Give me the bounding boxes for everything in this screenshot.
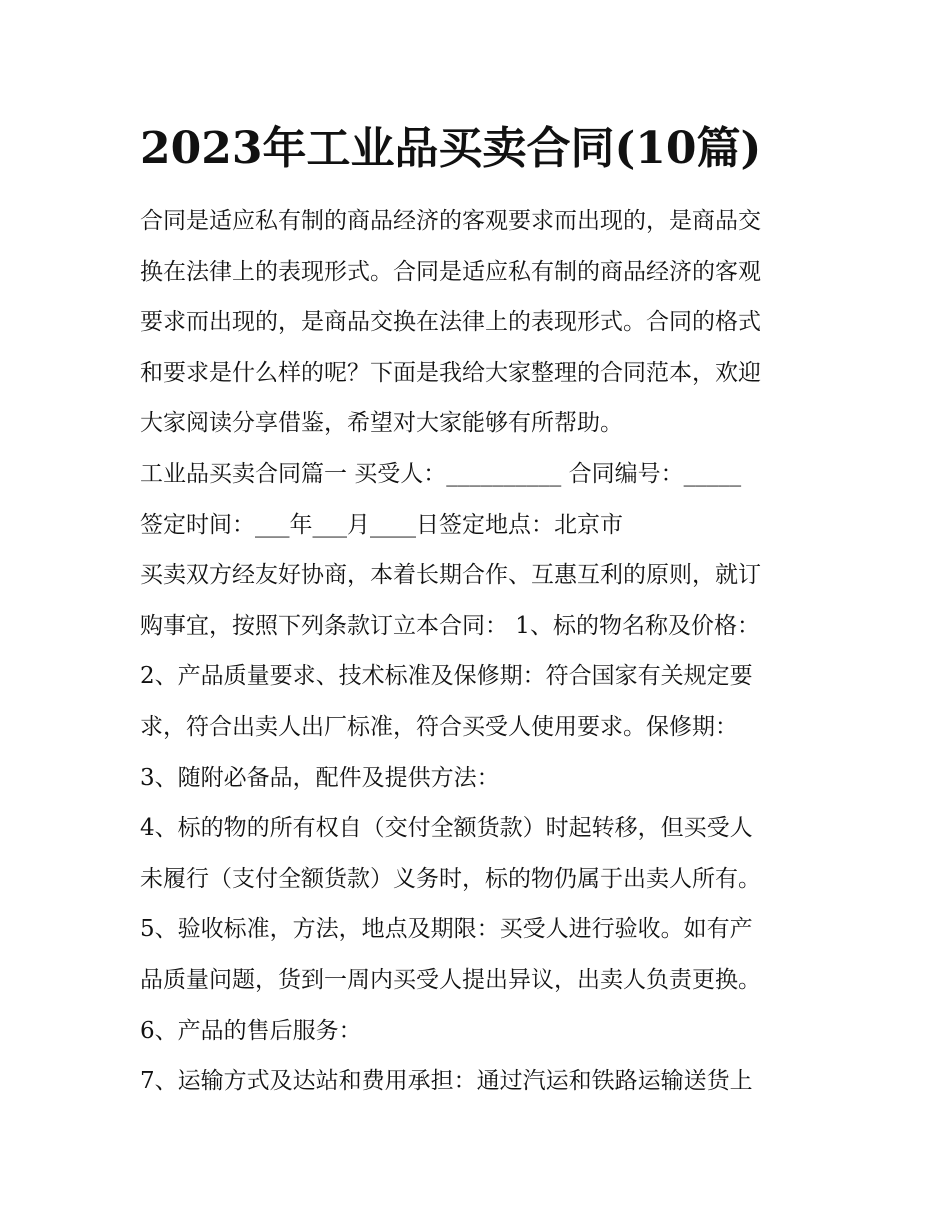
contract-date-line: 签定时间：___年___月____日签定地点：北京市	[140, 511, 623, 538]
document-title: 2023年工业品买卖合同(10篇)	[140, 123, 762, 174]
clause-line: 6、产品的售后服务：	[140, 1017, 362, 1044]
paragraph-line: 大家阅读分享借鉴，希望对大家能够有所帮助。	[140, 410, 623, 437]
clause-line: 2、产品质量要求、技术标准及保修期：符合国家有关规定要	[140, 663, 753, 690]
clause-line: 7、运输方式及达站和费用承担：通过汽运和铁路运输送货上	[140, 1068, 753, 1095]
clause-line: 5、验收标准，方法，地点及期限：买受人进行验收。如有产	[140, 916, 753, 943]
clause-line: 未履行（支付全额货款）义务时，标的物仍属于出卖人所有。	[140, 865, 761, 892]
clause-line: 品质量问题，货到一周内买受人提出异议，出卖人负责更换。	[140, 966, 761, 993]
contract-header-line: 工业品买卖合同篇一 买受人：__________ 合同编号：_____	[140, 460, 742, 487]
paragraph-line: 换在法律上的表现形式。合同是适应私有制的商品经济的客观	[140, 258, 761, 285]
paragraph-line: 买卖双方经友好协商，本着长期合作、互惠互利的原则，就订	[140, 562, 761, 589]
document-body	[140, 196, 812, 1107]
paragraph-line: 购事宜，按照下列条款订立本合同： 1、标的物名称及价格：	[140, 612, 760, 639]
paragraph-line: 合同是适应私有制的商品经济的客观要求而出现的，是商品交	[140, 208, 761, 234]
clause-line: 求，符合出卖人出厂标准，符合买受人使用要求。保修期：	[140, 713, 738, 740]
clause-line: 3、随附必备品，配件及提供方法：	[140, 764, 500, 791]
clause-line: 4、标的物的所有权自（交付全额货款）时起转移，但买受人	[140, 815, 753, 842]
paragraph-line: 要求而出现的，是商品交换在法律上的表现形式。合同的格式	[140, 309, 761, 336]
paragraph-line: 和要求是什么样的呢？下面是我给大家整理的合同范本，欢迎	[140, 359, 761, 386]
